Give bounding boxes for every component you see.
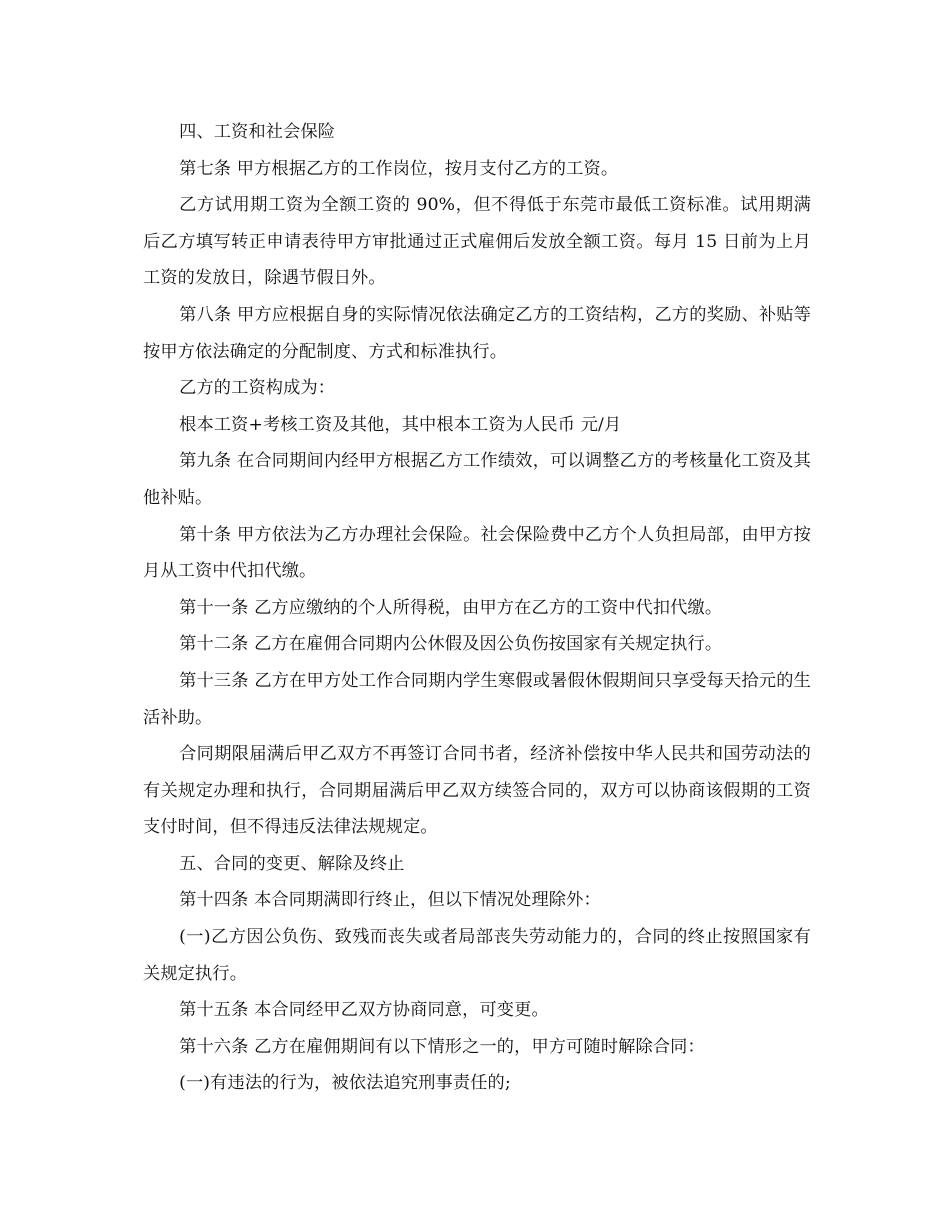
article-7: 第七条 甲方根据乙方的工作岗位，按月支付乙方的工资。 [179, 158, 619, 179]
article-16: 第十六条 乙方在雇佣期间有以下情形之一的，甲方可随时解除合同： [179, 1036, 705, 1057]
article-16-item-1: (一)有违法的行为，被依法追究刑事责任的; [179, 1073, 511, 1094]
article-13: 第十三条 乙方在甲方处工作合同期内学生寒假或暑假休假期间只享受每天拾元的生活补助。 [143, 670, 811, 728]
article-14-item-1: (一)乙方因公负伤、致残而丧失或者局部丧失劳动能力的，合同的终止按照国家有关规定执行。 [143, 927, 811, 984]
article-10: 第十条 甲方依法为乙方办理社会保险。社会保险费中乙方个人负担局部，由甲方按月从工资中代扣代缴。 [143, 524, 811, 582]
contract-expiry-paragraph: 合同期限届满后甲乙双方不再签订合同书者，经济补偿按中华人民共和国劳动法的有关规定办理和执行，合同期届满后甲乙双方续签合同的，双方可以协商该假期的工资支付时间，但不得违反法律法规规定。 [143, 744, 811, 838]
article-12: 第十二条 乙方在雇佣合同期内公休假及因公负伤按国家有关规定执行。 [179, 634, 723, 655]
wage-composition-detail: 根本工资+考核工资及其他，其中根本工资为人民币 元/月 [179, 414, 622, 435]
section-heading-wages: 四、工资和社会保险 [179, 122, 336, 142]
wage-composition-label: 乙方的工资构成为： [179, 378, 336, 399]
probation-wage-paragraph: 乙方试用期工资为全额工资的 90%，但不得低于东莞市最低工资标准。试用期满后乙方填写转正申请表待甲方审批通过正式雇佣后发放全额工资。每月 15 日前为上月工资的发放日，除遇节假日外。 [143, 195, 811, 289]
article-11: 第十一条 乙方应缴纳的个人所得税，由甲方在乙方的工资中代扣代缴。 [179, 597, 723, 618]
article-15: 第十五条 本合同经甲乙双方协商同意，可变更。 [179, 1000, 549, 1021]
article-14: 第十四条 本合同期满即行终止，但以下情况处理除外： [179, 890, 601, 911]
section-heading-termination: 五、合同的变更、解除及终止 [179, 853, 405, 874]
article-9: 第九条 在合同期间内经甲方根据乙方工作绩效，可以调整乙方的考核量化工资及其他补贴。 [143, 451, 811, 508]
article-8: 第八条 甲方应根据自身的实际情况依法确定乙方的工资结构，乙方的奖励、补贴等按甲方依法确定的分配制度、方式和标准执行。 [143, 304, 811, 362]
document-body [143, 114, 811, 1102]
